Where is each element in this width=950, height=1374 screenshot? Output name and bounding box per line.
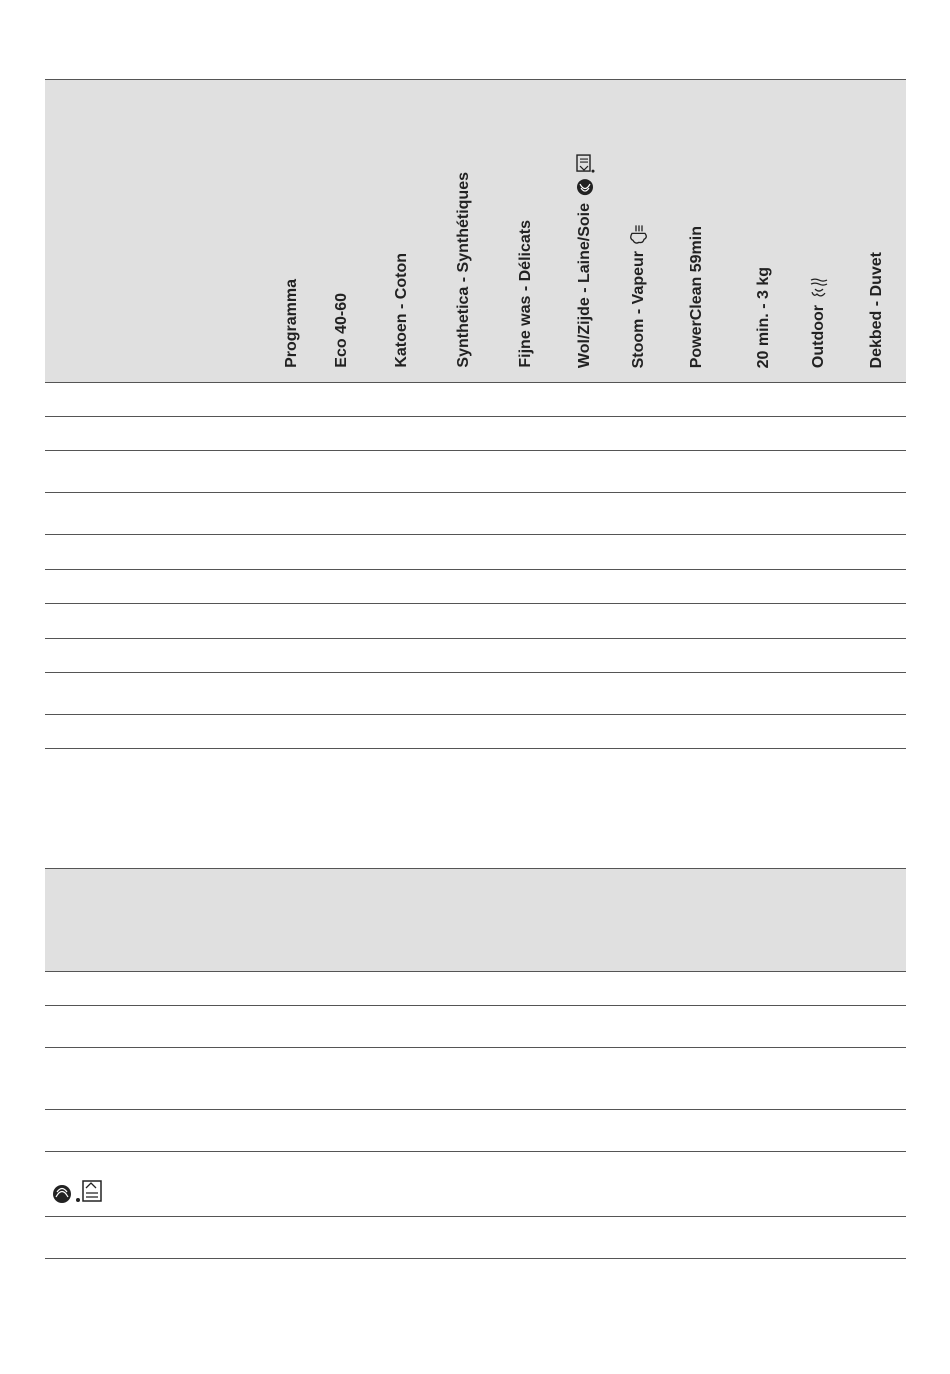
column-header-programma: Programma	[283, 279, 300, 368]
table-row-divider	[45, 1216, 906, 1217]
table-row-divider	[45, 492, 906, 493]
wool-icon	[575, 177, 595, 197]
column-header-wol-zijde: Wol/Zijde - Laine/Soie	[575, 152, 595, 368]
column-header-katoen: Katoen - Coton	[393, 253, 410, 368]
column-header-stoom: Stoom - Vapeur	[629, 223, 649, 368]
handwash-icon	[575, 152, 595, 174]
table-row-divider	[45, 1047, 906, 1048]
table-row-divider	[45, 672, 906, 673]
column-header-outdoor: Outdoor	[809, 277, 829, 368]
second-table-header	[45, 868, 906, 972]
table-row-divider	[45, 569, 906, 570]
table-row-divider	[45, 1258, 906, 1259]
table-row-divider	[45, 1109, 906, 1110]
outdoor-icon	[809, 277, 829, 299]
table-row-divider	[45, 416, 906, 417]
steam-icon	[629, 223, 649, 245]
column-header-synthetica: Synthetica - Synthétiques	[455, 172, 472, 368]
column-header-fijne-was: Fijne was - Délicats	[517, 220, 534, 368]
handwash-icon	[75, 1178, 103, 1209]
table-row-divider	[45, 1005, 906, 1006]
column-header-20-min: 20 min. - 3 kg	[755, 266, 772, 368]
table-row-divider	[45, 603, 906, 604]
table-row-divider	[45, 714, 906, 715]
table-row-divider	[45, 1151, 906, 1152]
table-row-divider	[45, 534, 906, 535]
table-row-divider	[45, 748, 906, 749]
table-row-divider	[45, 450, 906, 451]
program-table-header	[45, 79, 906, 383]
wool-icon	[50, 1182, 74, 1209]
column-header-dekbed: Dekbed - Duvet	[868, 251, 885, 368]
column-header-powerclean: PowerClean 59min	[688, 225, 705, 368]
column-header-eco-40-60: Eco 40-60	[333, 293, 350, 368]
wool-handwash-legend	[50, 1178, 103, 1209]
table-row-divider	[45, 638, 906, 639]
